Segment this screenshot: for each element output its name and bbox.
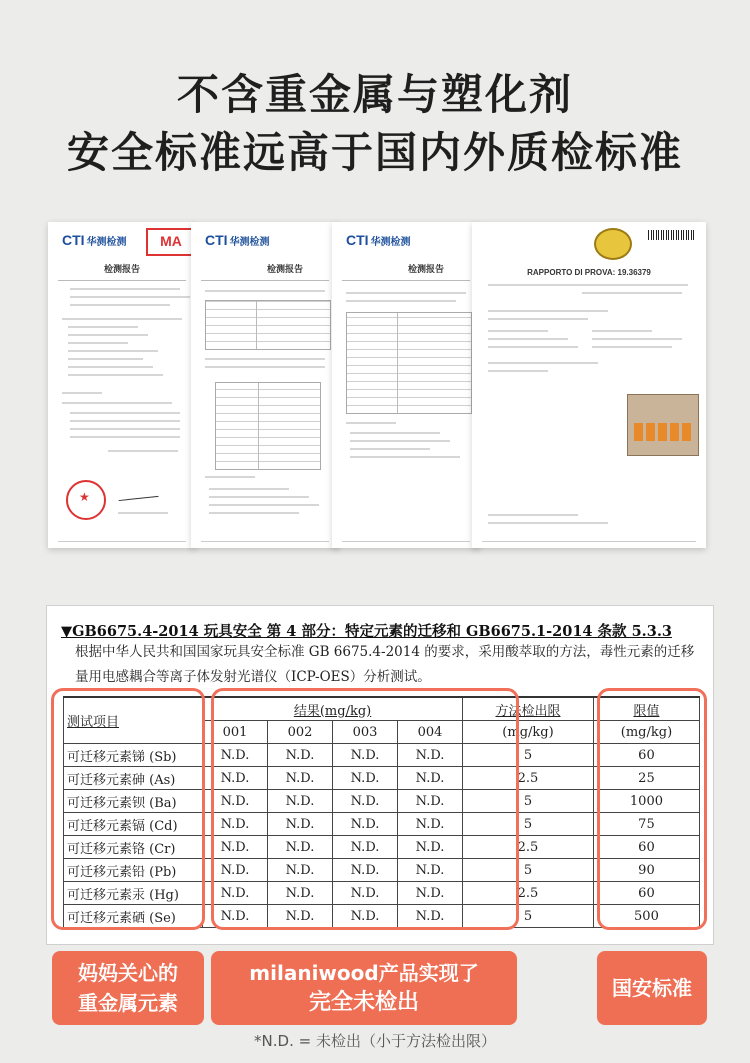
element-name: 可迁移元素镉 (Cd) — [64, 813, 203, 836]
result-cell: N.D. — [203, 836, 268, 859]
red-seal-icon — [66, 480, 106, 520]
header-result: 结果(mg/kg) — [203, 697, 463, 721]
tag-heavy-metals: 妈妈关心的 重金属元素 — [52, 951, 204, 1025]
result-cell: N.D. — [333, 790, 398, 813]
element-name: 可迁移元素铬 (Cr) — [64, 836, 203, 859]
table-row — [64, 744, 700, 767]
result-cell: N.D. — [333, 767, 398, 790]
limit-cell: 25 — [593, 767, 699, 790]
test-report-panel — [46, 605, 714, 945]
element-name: 可迁移元素砷 (As) — [64, 767, 203, 790]
limit-cell: 500 — [593, 905, 699, 928]
sample-id: 003 — [333, 721, 398, 744]
result-cell: N.D. — [398, 859, 463, 882]
sample-id: 004 — [398, 721, 463, 744]
report-thumbnail-2 — [191, 222, 339, 548]
ma-mark: MA — [146, 228, 196, 256]
report-title: 检测报告 — [266, 265, 303, 275]
result-cell: N.D. — [203, 882, 268, 905]
result-cell: N.D. — [203, 859, 268, 882]
result-cell: N.D. — [333, 905, 398, 928]
report-title: 检测报告 — [103, 265, 140, 275]
table-row — [64, 859, 700, 882]
table-row — [64, 882, 700, 905]
cti-logo: CTI 华测检测 — [62, 232, 127, 248]
result-cell: N.D. — [268, 813, 333, 836]
result-cell: N.D. — [203, 744, 268, 767]
header-limit-unit: (mg/kg) — [593, 721, 699, 744]
header-method-unit: (mg/kg) — [463, 721, 594, 744]
result-cell: N.D. — [398, 813, 463, 836]
result-cell: N.D. — [203, 767, 268, 790]
table-header-row — [64, 697, 700, 721]
report-thumbnail-4 — [472, 222, 706, 548]
method-limit-cell: 5 — [463, 859, 594, 882]
method-limit-cell: 2.5 — [463, 836, 594, 859]
result-cell: N.D. — [398, 790, 463, 813]
product-photo — [627, 394, 699, 456]
result-cell: N.D. — [268, 859, 333, 882]
table-row — [64, 790, 700, 813]
limit-cell: 1000 — [593, 790, 699, 813]
header-test-item: 测试项目 — [64, 697, 203, 744]
institute-logo-icon — [594, 228, 632, 260]
headline-line-1: 不含重金属与塑化剂 — [176, 70, 573, 119]
header-limit: 限值 — [593, 697, 699, 721]
limit-cell: 60 — [593, 882, 699, 905]
test-description: 根据中华人民共和国国家玩具安全标准 GB 6675.4-2014 的要求，采用酸萃取的方法，毒性元素的迁移量用电感耦合等离子体发射光谱仪（ICP-OES）分析测试。 — [75, 644, 695, 685]
result-cell: N.D. — [333, 744, 398, 767]
cti-logo: CTI 华测检测 — [346, 232, 411, 248]
tag-national-standard: 国安标准 — [597, 951, 707, 1025]
result-cell: N.D. — [268, 836, 333, 859]
method-limit-cell: 5 — [463, 790, 594, 813]
result-cell: N.D. — [268, 905, 333, 928]
method-limit-cell: 2.5 — [463, 882, 594, 905]
cti-logo: CTI 华测检测 — [205, 232, 270, 248]
result-cell: N.D. — [398, 905, 463, 928]
header-method-limit: 方法检出限 — [463, 697, 594, 721]
signature — [118, 486, 159, 501]
result-cell: N.D. — [268, 882, 333, 905]
results-table — [63, 696, 700, 928]
method-limit-cell: 5 — [463, 905, 594, 928]
element-name: 可迁移元素汞 (Hg) — [64, 882, 203, 905]
italian-report-title: RAPPORTO DI PROVA: 19.36379 — [527, 268, 651, 277]
report-thumbnail-1 — [48, 222, 196, 548]
limit-cell: 60 — [593, 836, 699, 859]
barcode-icon — [648, 230, 694, 240]
result-cell: N.D. — [203, 813, 268, 836]
table-row — [64, 767, 700, 790]
result-cell: N.D. — [333, 859, 398, 882]
report-title: 检测报告 — [407, 265, 444, 275]
result-cell: N.D. — [398, 767, 463, 790]
sample-id: 002 — [268, 721, 333, 744]
headline-line-2: 安全标准远高于国内外质检标准 — [66, 128, 683, 177]
result-cell: N.D. — [268, 790, 333, 813]
table-row — [64, 836, 700, 859]
method-limit-cell: 5 — [463, 813, 594, 836]
element-name: 可迁移元素硒 (Se) — [64, 905, 203, 928]
table-row — [64, 813, 700, 836]
result-cell: N.D. — [398, 744, 463, 767]
footnote: *N.D. = 未检出（小于方法检出限） — [254, 1032, 496, 1050]
element-name: 可迁移元素铅 (Pb) — [64, 859, 203, 882]
limit-cell: 60 — [593, 744, 699, 767]
result-cell: N.D. — [268, 744, 333, 767]
result-cell: N.D. — [333, 882, 398, 905]
result-cell: N.D. — [398, 836, 463, 859]
result-cell: N.D. — [203, 905, 268, 928]
element-name: 可迁移元素锑 (Sb) — [64, 744, 203, 767]
tag-not-detected: milaniwood产品实现了 完全未检出 — [211, 951, 517, 1025]
method-limit-cell: 5 — [463, 744, 594, 767]
result-cell: N.D. — [333, 836, 398, 859]
limit-cell: 75 — [593, 813, 699, 836]
table-row — [64, 905, 700, 928]
result-cell: N.D. — [333, 813, 398, 836]
sample-id: 001 — [203, 721, 268, 744]
report-thumbnail-3 — [332, 222, 480, 548]
method-limit-cell: 2.5 — [463, 767, 594, 790]
result-cell: N.D. — [268, 767, 333, 790]
limit-cell: 90 — [593, 859, 699, 882]
element-name: 可迁移元素钡 (Ba) — [64, 790, 203, 813]
result-cell: N.D. — [203, 790, 268, 813]
result-cell: N.D. — [398, 882, 463, 905]
clause-title: ▼GB6675.4-2014 玩具安全 第 4 部分：特定元素的迁移和 GB6675.1-2014 条款 5.3.3 — [61, 623, 672, 640]
